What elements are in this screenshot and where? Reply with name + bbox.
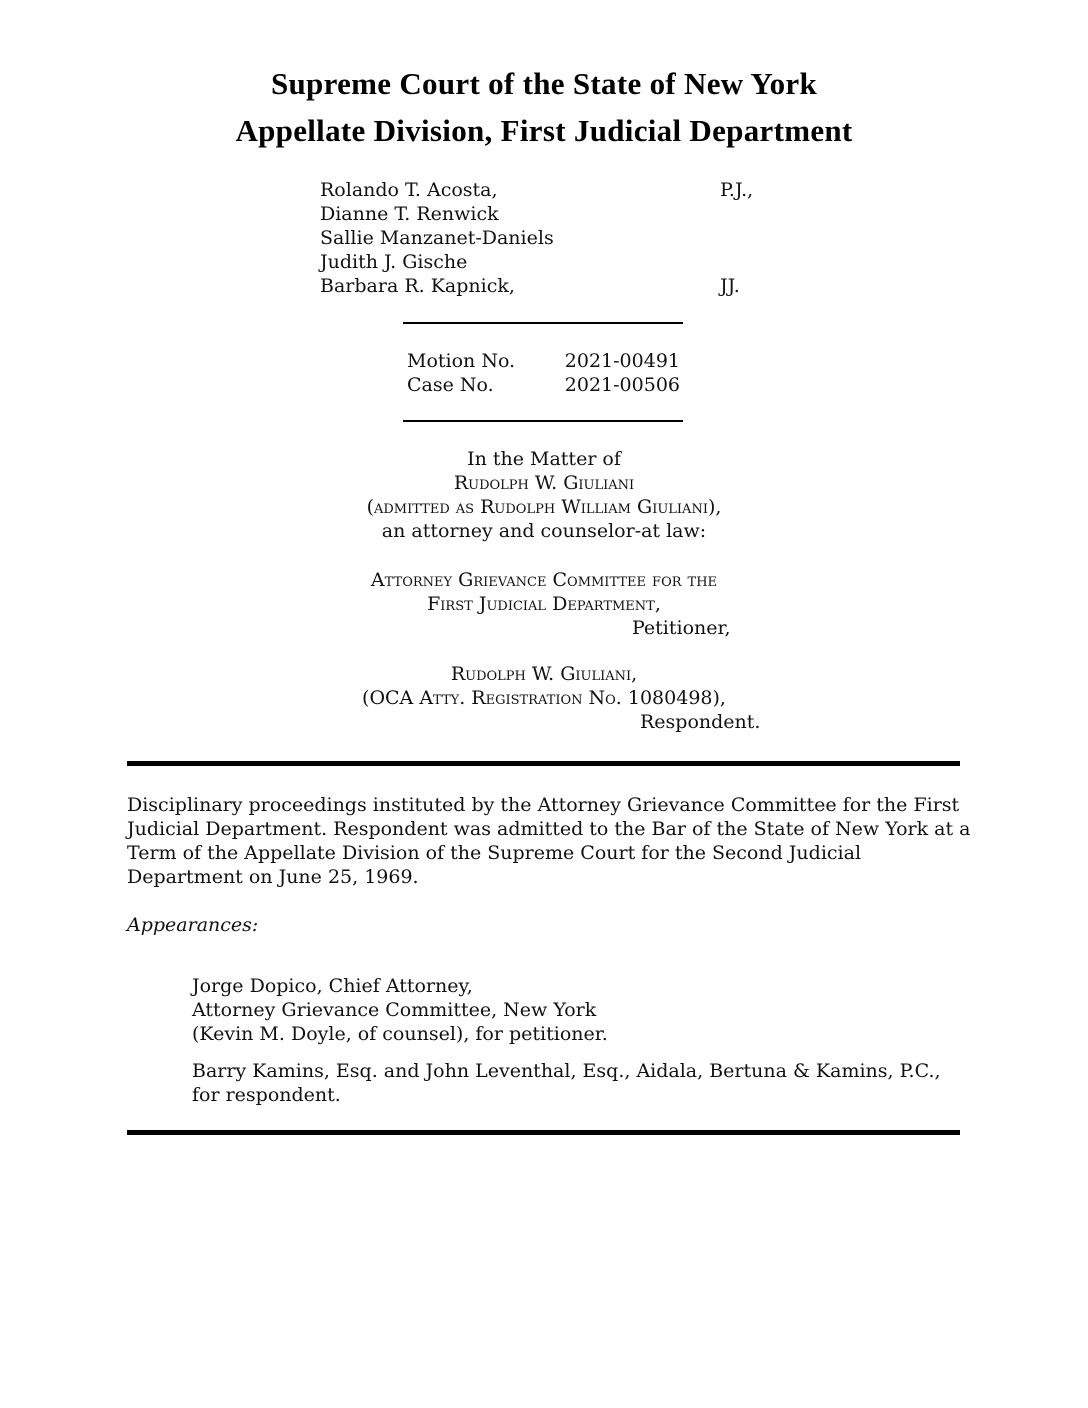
judge-name: Dianne T. Renwick xyxy=(320,203,499,225)
judge-title xyxy=(720,250,780,274)
petitioner-role: Petitioner, xyxy=(632,617,731,639)
judge-name: Rolando T. Acosta, xyxy=(320,179,498,201)
court-title: Supreme Court of the State of New York xyxy=(270,66,818,101)
petitioner-department: First Judicial Department, xyxy=(427,593,661,615)
counsel-line: (Kevin M. Doyle, of counsel), for petitioner. xyxy=(192,1023,608,1045)
petitioner-block xyxy=(0,568,1088,616)
bench-member xyxy=(320,274,780,298)
matter-line: In the Matter of xyxy=(467,448,621,470)
respondent-role: Respondent. xyxy=(640,711,761,733)
summary-paragraph xyxy=(127,793,971,889)
counsel-line: Jorge Dopico, Chief Attorney, xyxy=(192,975,473,997)
bench-member xyxy=(320,226,780,250)
case-number-row xyxy=(407,373,680,397)
admitted-as: (admitted as Rudolph William Giuliani), xyxy=(366,496,722,518)
judge-name: Barbara R. Kapnick, xyxy=(320,275,515,297)
bench-member xyxy=(320,202,780,226)
bench-member xyxy=(320,250,780,274)
court-division: Appellate Division, First Judicial Department xyxy=(235,113,853,148)
counsel-line: Attorney Grievance Committee, New York xyxy=(192,999,597,1021)
motion-label: Motion No. xyxy=(407,350,516,372)
respondent-counsel xyxy=(192,1059,941,1107)
matter-description: an attorney and counselor-at law: xyxy=(381,520,707,542)
appearances-label: Appearances: xyxy=(127,914,259,936)
bench-member xyxy=(320,178,780,202)
judge-title: JJ. xyxy=(720,275,740,297)
summary-line: Department on June 25, 1969. xyxy=(127,866,419,888)
summary-line: Judicial Department. Respondent was admitted to the Bar of the State of New York at a xyxy=(127,818,971,840)
divider-rule xyxy=(403,420,683,422)
respondent-name: Rudolph W. Giuliani, xyxy=(450,663,638,685)
case-label: Case No. xyxy=(407,374,494,396)
case-value: 2021-00506 xyxy=(564,374,680,396)
judge-title xyxy=(720,226,780,250)
matter-name: Rudolph W. Giuliani xyxy=(453,472,635,494)
bench-list xyxy=(320,178,780,298)
judge-name: Sallie Manzanet-Daniels xyxy=(320,227,554,249)
respondent-block xyxy=(0,662,1088,710)
counsel-line: Barry Kamins, Esq. and John Leventhal, Esq., Aidala, Bertuna & Kamins, P.C., xyxy=(192,1060,941,1082)
judge-name: Judith J. Gische xyxy=(320,251,468,273)
counsel-line: for respondent. xyxy=(192,1084,341,1106)
summary-line: Disciplinary proceedings instituted by the Attorney Grievance Committee for the First xyxy=(127,794,960,816)
matter-caption xyxy=(0,447,1088,543)
motion-value: 2021-00491 xyxy=(564,350,680,372)
motion-number-row xyxy=(407,349,680,373)
petitioner-name: Attorney Grievance Committee for the xyxy=(370,569,718,591)
petitioner-counsel xyxy=(192,974,608,1046)
judge-title: P.J., xyxy=(720,179,754,201)
thick-divider xyxy=(127,1130,960,1135)
summary-line: Term of the Appellate Division of the Supreme Court for the Second Judicial xyxy=(127,842,862,864)
respondent-registration: (OCA Atty. Registration No. 1080498), xyxy=(362,687,726,709)
judge-title xyxy=(720,202,780,226)
thick-divider xyxy=(127,761,960,766)
divider-rule xyxy=(403,322,683,324)
docket-numbers xyxy=(407,349,680,397)
